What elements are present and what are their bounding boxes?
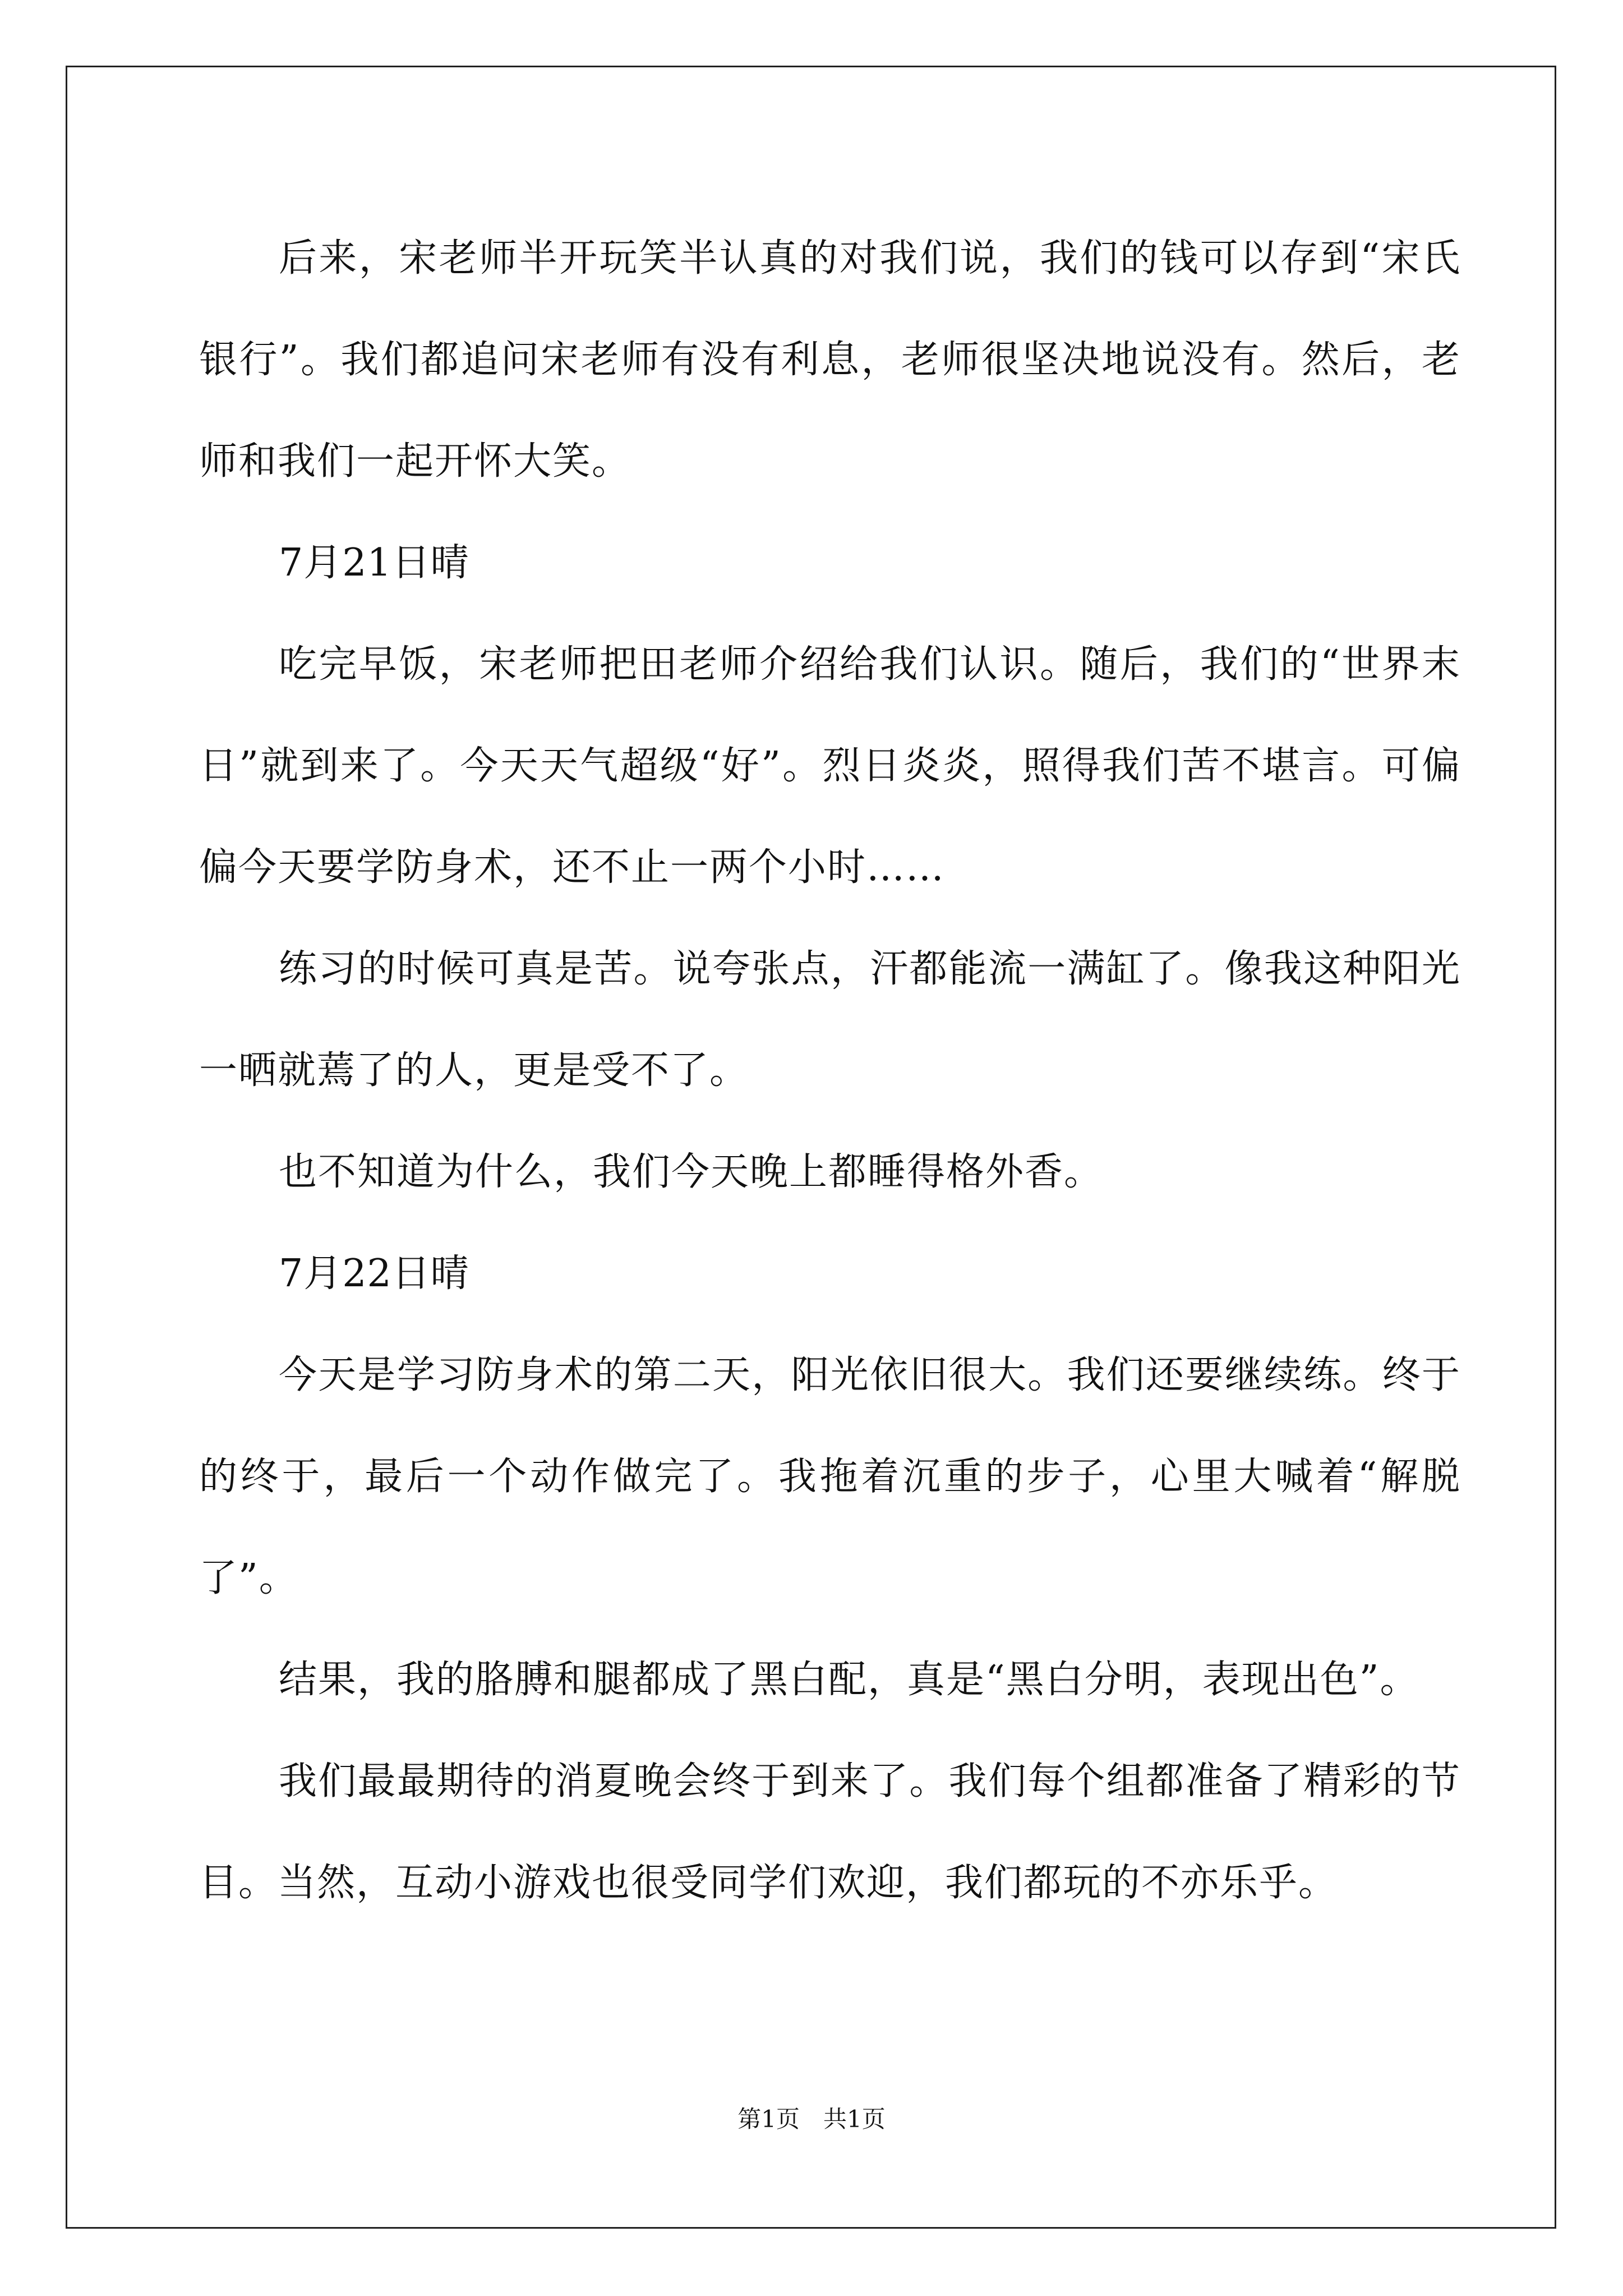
- page-number-footer: 第1页 共1页: [737, 2105, 886, 2133]
- diary-date-0721: 7月21日晴: [279, 541, 469, 585]
- paragraph-5: 也不知道为什么，我们今天晚上都睡得格外香。: [279, 1150, 1104, 1194]
- paragraph-7: 今天是学习防身术的第二天，阳光依旧很大。我们还要继续练。终于的终于，最后一个动作做完了。我拖着沉重的步子，心里大喊着“解脱了”。: [199, 1353, 1461, 1600]
- paragraph-3: 吃完早饭，宋老师把田老师介绍给我们认识。随后，我们的“世界末日”就到来了。今天天气超级“好”。烈日炎炎，照得我们苦不堪言。可偏偏今天要学防身术，还不止一两个小时……: [199, 642, 1461, 890]
- diary-date-0722: 7月22日晴: [279, 1251, 469, 1296]
- paragraph-1: 后来，宋老师半开玩笑半认真的对我们说，我们的钱可以存到“宋氏银行”。我们都追问宋老师有没有利息，老师很坚决地说没有。然后，老师和我们一起开怀大笑。: [199, 236, 1461, 484]
- paragraph-4: 练习的时候可真是苦。说夸张点，汗都能流一满缸了。像我这种阳光一晒就蔫了的人，更是受不了。: [199, 947, 1461, 1093]
- paragraph-9: 我们最最期待的消夏晚会终于到来了。我们每个组都准备了精彩的节目。当然，互动小游戏也很受同学们欢迎，我们都玩的不亦乐乎。: [199, 1759, 1461, 1905]
- paragraph-8: 结果，我的胳膊和腿都成了黑白配，真是“黑白分明，表现出色”。: [279, 1658, 1419, 1702]
- document-body: [199, 208, 1461, 1934]
